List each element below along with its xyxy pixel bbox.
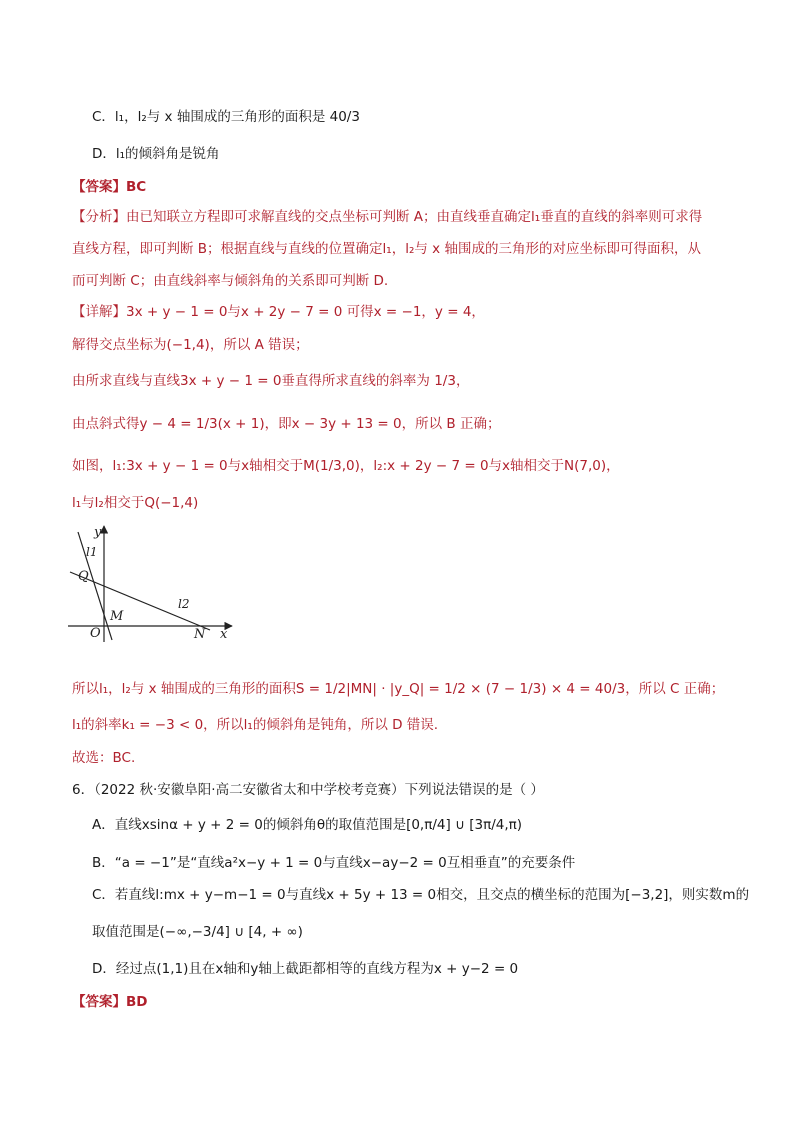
analysis-line-2: 直线方程，即可判断 B；根据直线与直线的位置确定l₁，l₂与 x 轴围成的三角形的对应坐标即可得面积，从 (72, 241, 701, 257)
detail-line-7: 所以l₁，l₂与 x 轴围成的三角形的面积S = 1/2|MN| · |y_Q| = 1/2 × (7 − 1/3) × 4 = 40/3，所以 C 正确； (72, 681, 725, 697)
label-l2: l2 (178, 597, 190, 611)
detail-line-1: 【详解】3x + y − 1 = 0与x + 2y − 7 = 0 可得x = −1，y = 4， (72, 304, 485, 320)
question-6: 6．（2022 秋·安徽阜阳·高二安徽省太和中学校考竞赛）下列说法错误的是（ ） (72, 782, 544, 798)
option-c-q5: C．l₁，l₂与 x 轴围成的三角形的面积是 40/3 (92, 109, 360, 125)
label-n: N (194, 627, 206, 642)
detail-line-9: 故选：BC. (72, 750, 136, 766)
option-d-q5: D．l₁的倾斜角是锐角 (92, 146, 220, 162)
label-o: O (90, 626, 101, 641)
option-b-q6: B．“a = −1”是“直线a²x−y + 1 = 0与直线x−ay−2 = 0互相垂直”的充要条件 (92, 855, 576, 871)
detail-line-6: l₁与l₂相交于Q(−1,4) (72, 495, 199, 511)
option-d-q6: D．经过点(1,1)且在x轴和y轴上截距都相等的直线方程为x + y−2 = 0 (92, 961, 519, 977)
analysis-line-1: 【分析】由已知联立方程即可求解直线的交点坐标可判断 A；由直线垂直确定l₁垂直的直线的斜率则可求得 (72, 209, 703, 225)
label-q: Q (78, 569, 89, 584)
label-y: y (94, 525, 102, 540)
detail-line-4: 由点斜式得y − 4 = 1/3(x + 1)，即x − 3y + 13 = 0，所以 B 正确； (72, 416, 501, 432)
label-l1: l1 (86, 545, 98, 559)
option-c-q6-line-2: 取值范围是(−∞,−3/4] ∪ [4, + ∞) (92, 924, 303, 940)
label-m: M (110, 609, 124, 624)
label-x: x (220, 627, 228, 642)
option-a-q6: A．直线xsinα + y + 2 = 0的倾斜角θ的取值范围是[0,π/4] ∪ [3π/4,π) (92, 817, 523, 833)
detail-line-2: 解得交点坐标为(−1,4)，所以 A 错误； (72, 337, 309, 353)
answer-q6: 【答案】BD (72, 994, 148, 1010)
detail-line-3: 由所求直线与直线3x + y − 1 = 0垂直得所求直线的斜率为 1/3， (72, 373, 470, 389)
detail-line-8: l₁的斜率k₁ = −3 < 0，所以l₁的倾斜角是钝角，所以 D 错误. (72, 717, 439, 733)
answer-q5: 【答案】BC (72, 179, 147, 195)
option-c-q6-line-1: C．若直线l:mx + y−m−1 = 0与直线x + 5y + 13 = 0相交，且交点的横坐标的范围为[−3,2]，则实数m的 (92, 887, 750, 903)
detail-line-5: 如图，l₁:3x + y − 1 = 0与x轴相交于M(1/3,0)，l₂:x + 2y − 7 = 0与x轴相交于N(7,0)， (72, 458, 620, 474)
coordinate-figure (64, 522, 240, 646)
analysis-line-3: 而可判断 C；由直线斜率与倾斜角的关系即可判断 D. (72, 273, 389, 289)
